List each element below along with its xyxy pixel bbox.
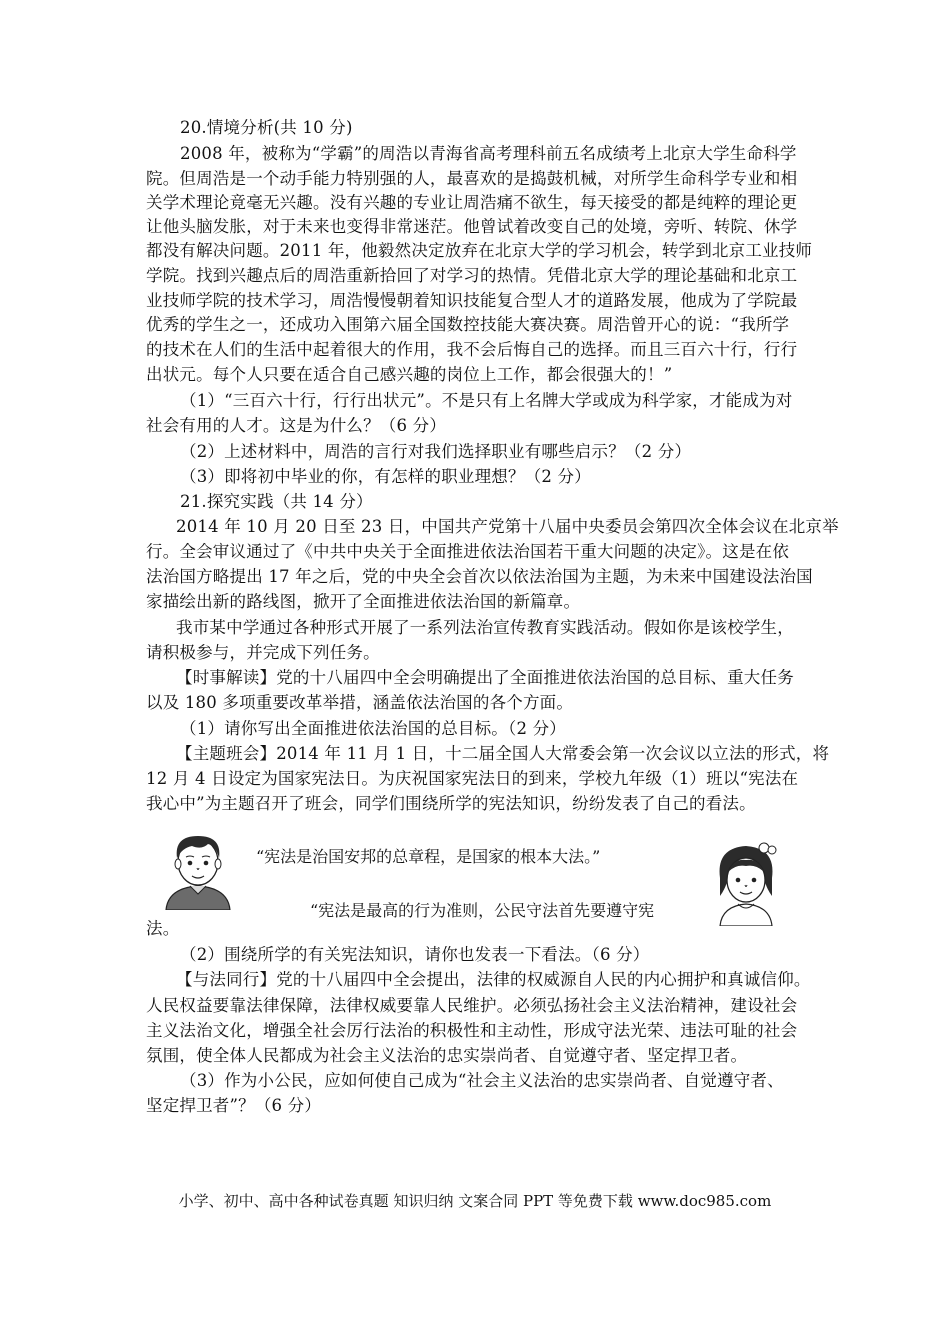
q21-p1-line: 家描绘出新的路线图，掀开了全面推进依法治国的新篇章。 — [146, 592, 581, 611]
q20-line: 让他头脑发胀，对于未来也变得非常迷茫。他曾试着改变自己的处境，旁听、转院、休学 — [146, 217, 798, 236]
q20-sub1: （1）“三百六十行，行行出状元”。不是只有上名牌大学或成为科学家，才能成为对 — [180, 391, 793, 410]
q21-sub3-cont: 坚定捍卫者”？（6 分） — [146, 1096, 322, 1115]
quote-boy: “宪法是治国安邦的总章程，是国家的根本大法。” — [256, 847, 601, 866]
q20-line: 关学术理论竟毫无兴趣。没有兴趣的专业让周浩痛不欲生，每天接受的都是纯粹的理论更 — [146, 193, 798, 212]
q21-p4-line: 12 月 4 日设定为国家宪法日。为庆祝国家宪法日的到来，学校九年级（1）班以“宪法在 — [146, 769, 799, 788]
q21-p5-line: 主义法治文化，增强全社会厉行法治的积极性和主动性，形成守法光荣、违法可耻的社会 — [146, 1021, 798, 1040]
q20-line: 业技师学院的技术学习，周浩慢慢朝着知识技能复合型人才的道路发展，他成为了学院最 — [146, 291, 798, 310]
q21-p1-line: 行。全会审议通过了《中共中央关于全面推进依法治国若干重大问题的决定》。这是在依 — [146, 542, 790, 561]
boy-illustration-icon — [160, 830, 236, 910]
q20-line: 优秀的学生之一，还成功入围第六届全国数控技能大赛决赛。周浩曾开心的说：“我所学 — [146, 315, 790, 334]
q20-line: 2008 年，被称为“学霸”的周浩以青海省高考理科前五名成绩考上北京大学生命科学 — [180, 144, 797, 163]
q20-sub1-cont: 社会有用的人才。这是为什么？（6 分） — [146, 416, 447, 435]
q21-p3-line: 【时事解读】党的十八届四中全会明确提出了全面推进依法治国的总目标、重大任务 — [176, 668, 794, 687]
q20-sub2: （2）上述材料中，周浩的言行对我们选择职业有哪些启示？（2 分） — [180, 442, 692, 461]
page-footer: 小学、初中、高中各种试卷真题 知识归纳 文案合同 PPT 等免费下载 www.doc985.com — [178, 1192, 772, 1210]
q21-p5-line: 氛围，使全体人民都成为社会主义法治的忠实崇尚者、自觉遵守者、坚定捍卫者。 — [146, 1046, 748, 1065]
q21-p2-line: 我市某中学通过各种形式开展了一系列法治宣传教育实践活动。假如你是该校学生， — [176, 618, 794, 637]
q20-line: 学院。找到兴趣点后的周浩重新拾回了对学习的热情。凭借北京大学的理论基础和北京工 — [146, 266, 798, 285]
q20-line: 的技术在人们的生活中起着很大的作用，我不会后悔自己的选择。而且三百六十行，行行 — [146, 340, 798, 359]
q21-heading: 21.探究实践（共 14 分） — [180, 492, 373, 511]
q21-sub3: （3）作为小公民，应如何使自己成为“社会主义法治的忠实崇尚者、自觉遵守者、 — [180, 1071, 784, 1090]
q21-p3-line: 以及 180 多项重要改革举措，涵盖依法治国的各个方面。 — [146, 693, 574, 712]
quote-girl-cont: 法。 — [146, 919, 180, 938]
q20-sub3: （3）即将初中毕业的你，有怎样的职业理想？（2 分） — [180, 467, 591, 486]
q21-sub2: （2）围绕所学的有关宪法知识，请你也发表一下看法。（6 分） — [180, 945, 650, 964]
q20-heading: 20.情境分析(共 10 分) — [180, 118, 353, 137]
q21-p1-line: 法治国方略提出 17 年之后，党的中央全会首次以依法治国为主题，为未来中国建设法治国 — [146, 567, 813, 586]
q21-p4-line: 我心中”为主题召开了班会，同学们围绕所学的宪法知识，纷纷发表了自己的看法。 — [146, 794, 756, 813]
q20-line: 院。但周浩是一个动手能力特别强的人，最喜欢的是捣鼓机械，对所学生命科学专业和相 — [146, 169, 798, 188]
q21-p5-line: 人民权益要靠法律保障，法律权威要靠人民维护。必须弘扬社会主义法治精神，建设社会 — [146, 996, 798, 1015]
q21-sub1: （1）请你写出全面推进依法治国的总目标。（2 分） — [180, 719, 566, 738]
q20-line: 都没有解决问题。2011 年，他毅然决定放弃在北京大学的学习机会，转学到北京工业技师 — [146, 241, 813, 260]
quote-girl: “宪法是最高的行为准则，公民守法首先要遵守宪 — [310, 901, 655, 920]
girl-illustration-icon — [706, 838, 786, 926]
q21-p2-line: 请积极参与，并完成下列任务。 — [146, 643, 380, 662]
q21-p5-line: 【与法同行】党的十八届四中全会提出，法律的权威源自人民的内心拥护和真诚信仰。 — [176, 970, 811, 989]
q20-line: 出状元。每个人只要在适合自己感兴趣的岗位上工作，都会很强大的！” — [146, 365, 673, 384]
q21-p4-line: 【主题班会】2014 年 11 月 1 日，十二届全国人大常委会第一次会议以立法的形式，将 — [176, 744, 830, 763]
q21-p1-line: 2014 年 10 月 20 日至 23 日，中国共产党第十八届中央委员会第四次全体会议在北京举 — [176, 517, 839, 536]
